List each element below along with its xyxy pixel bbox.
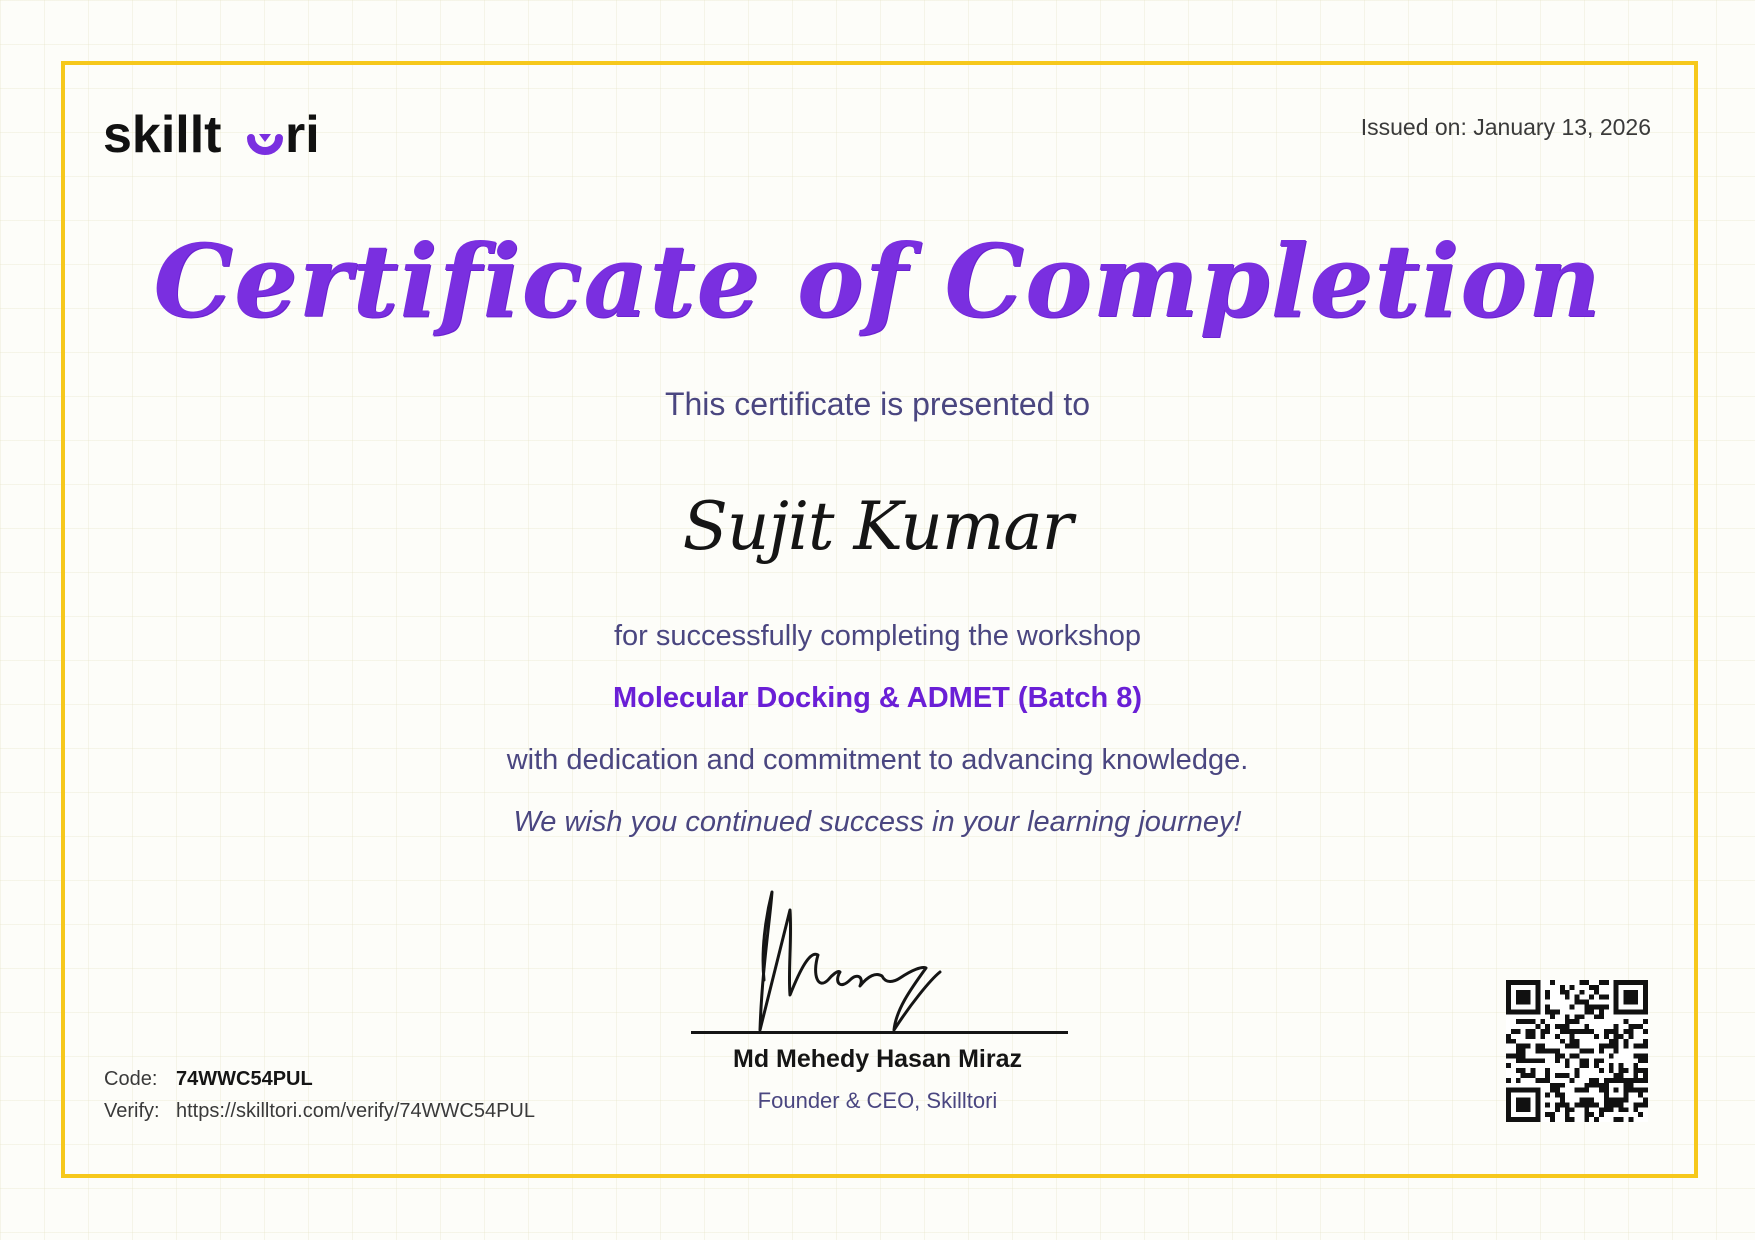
svg-text:skillt: skillt bbox=[103, 106, 222, 164]
wish-text: We wish you continued success in your learning journey! bbox=[513, 806, 1242, 838]
signature-line bbox=[691, 1031, 1068, 1034]
skilltori-logo bbox=[103, 106, 320, 164]
verify-label: Verify: bbox=[104, 1100, 160, 1122]
svg-text:ri: ri bbox=[285, 106, 320, 164]
for-text: for successfully completing the workshop bbox=[613, 620, 1142, 652]
signer-role: Founder & CEO, Skilltori bbox=[757, 1088, 998, 1113]
workshop-name: Molecular Docking & ADMET (Batch 8) bbox=[612, 682, 1143, 714]
dedication-text: with dedication and commitment to advancing knowledge. bbox=[506, 744, 1249, 776]
issued-date: Issued on: January 13, 2026 bbox=[1360, 114, 1651, 140]
certificate-title: Certificate of Completion bbox=[153, 222, 1602, 340]
handwritten-signature bbox=[700, 880, 1020, 1045]
certificate-code bbox=[104, 1068, 313, 1091]
signer-name: Md Mehedy Hasan Miraz bbox=[733, 1045, 1022, 1073]
presented-text: This certificate is presented to bbox=[664, 386, 1091, 422]
code-value: 74WWC54PUL bbox=[176, 1068, 313, 1090]
verify-url[interactable]: https://skilltori.com/verify/74WWC54PUL bbox=[176, 1100, 535, 1122]
recipient-name: Sujit Kumar bbox=[682, 488, 1073, 565]
qr-code-icon bbox=[1506, 980, 1648, 1122]
code-label: Code: bbox=[104, 1068, 158, 1090]
verify-link[interactable] bbox=[104, 1100, 535, 1123]
